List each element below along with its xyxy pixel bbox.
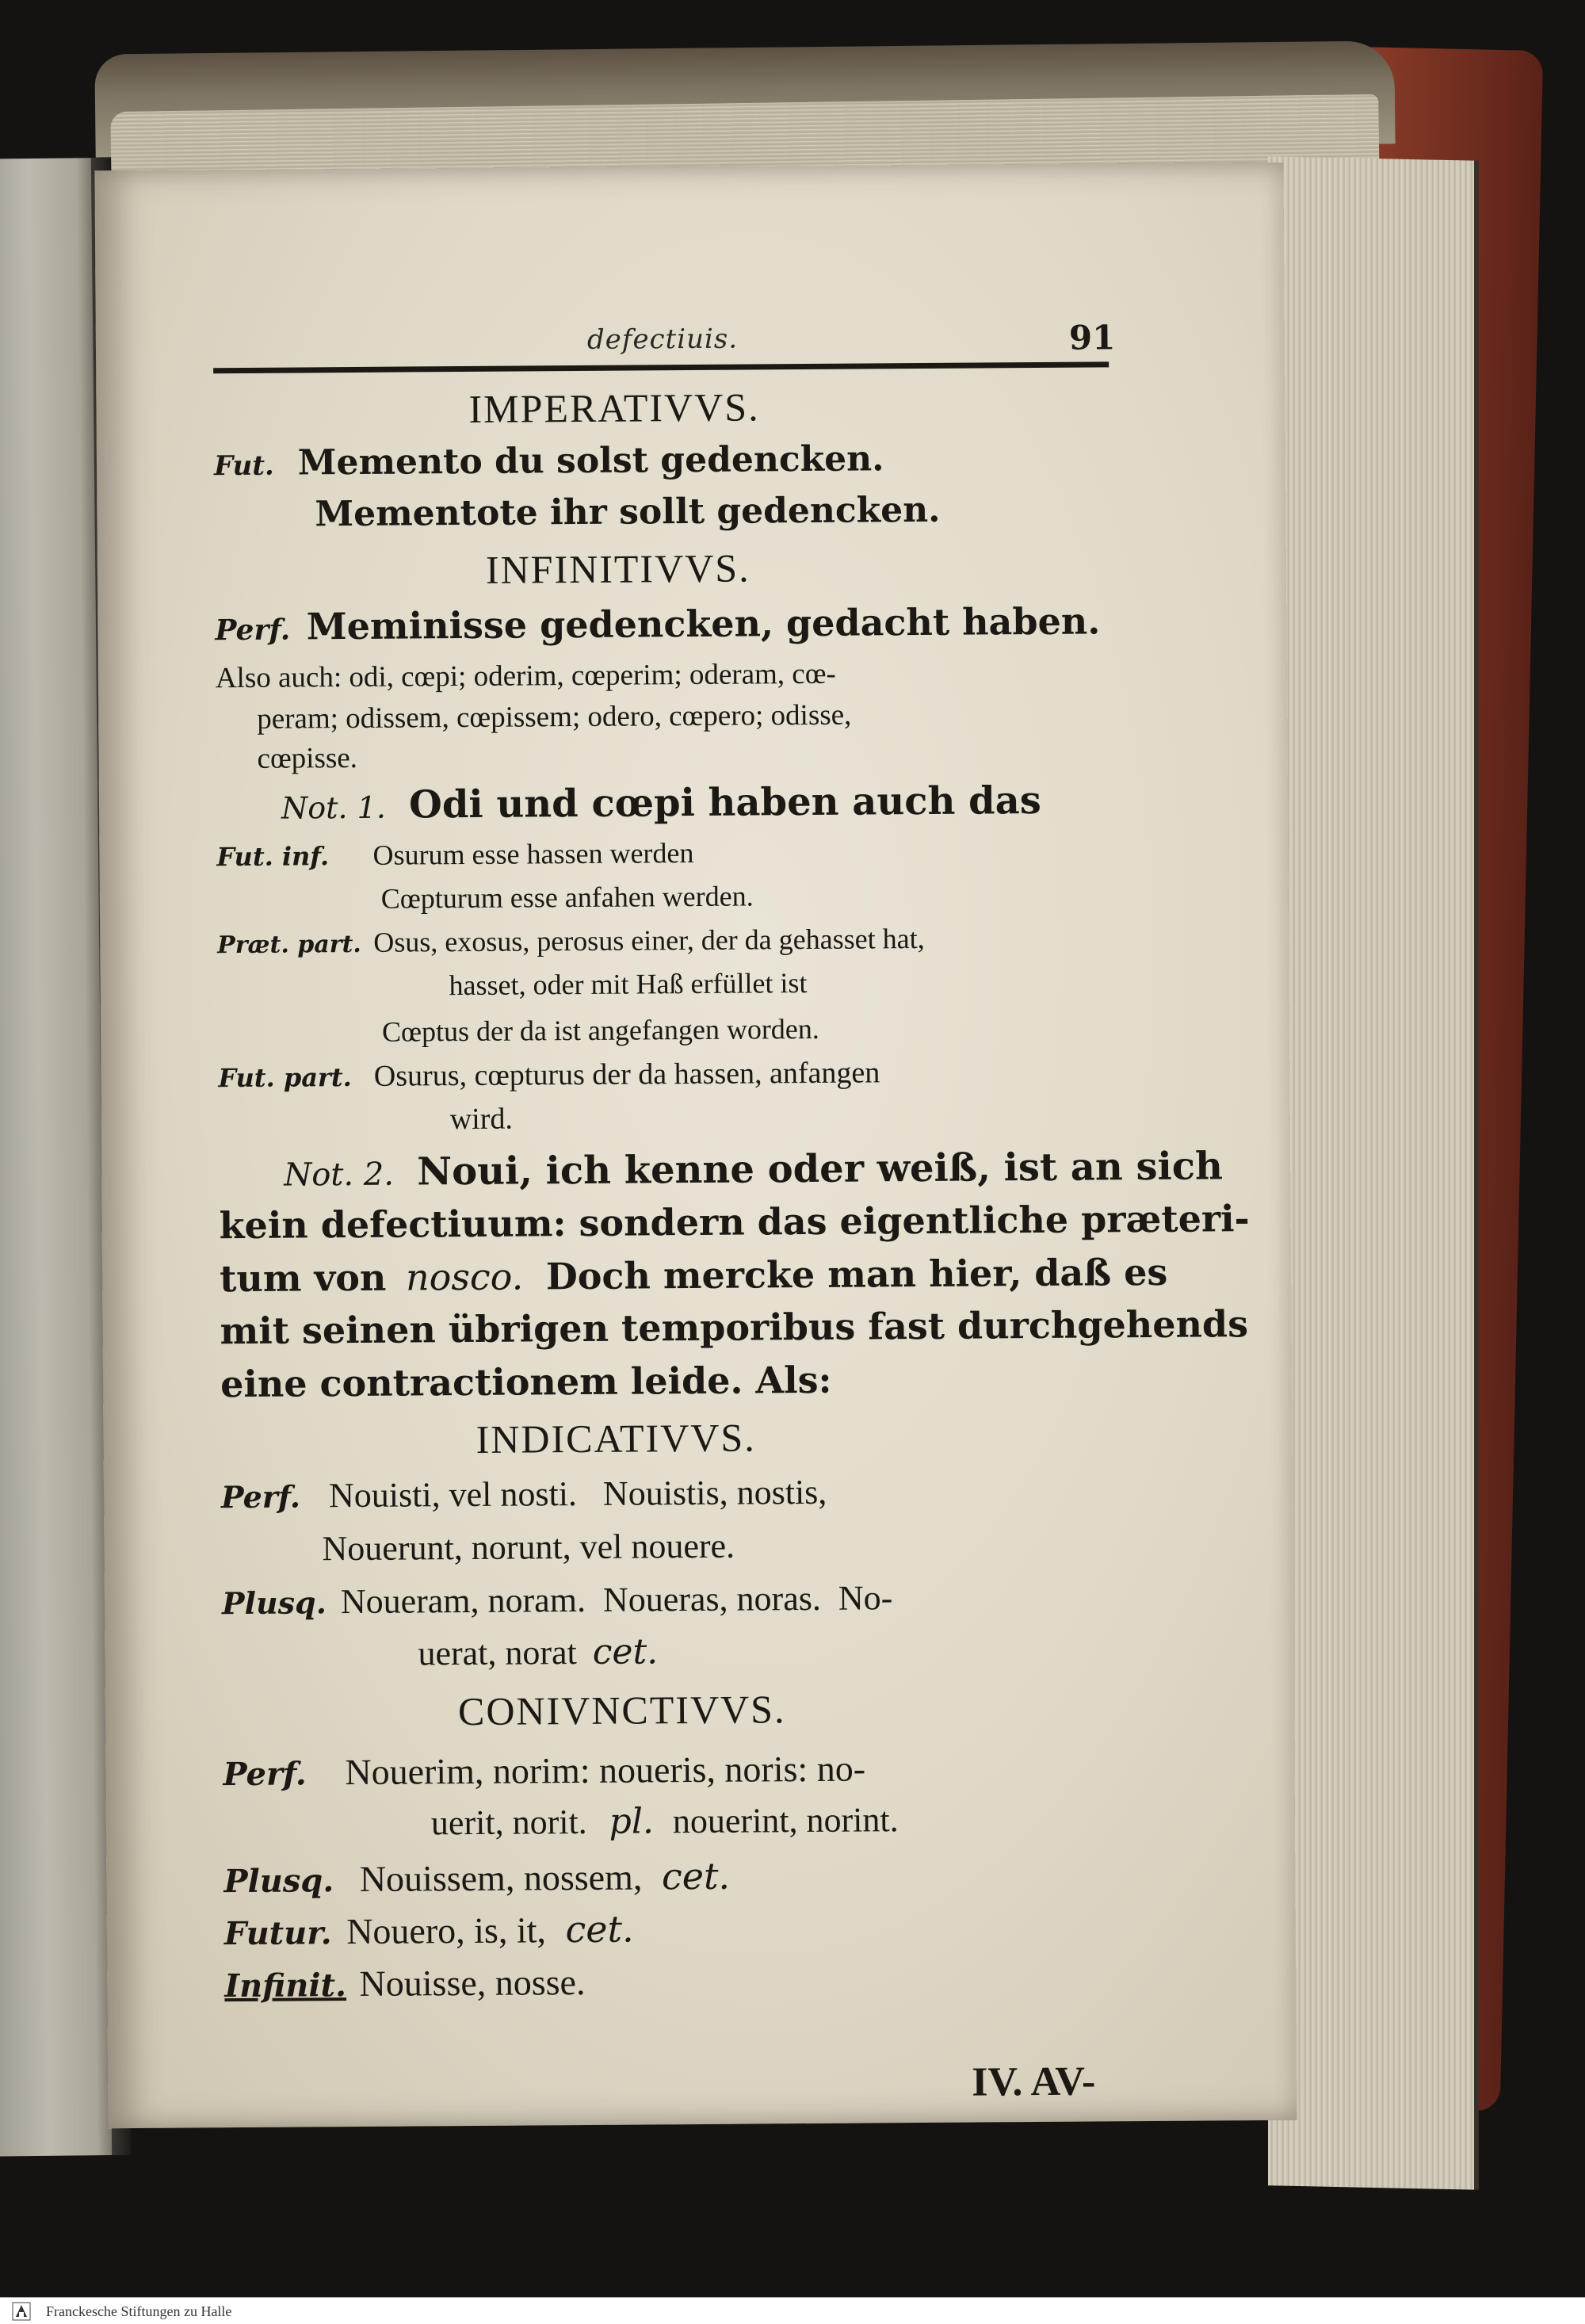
text-line (221, 1472, 827, 1516)
text-line: wird. (449, 1102, 514, 1137)
text-line: Nouerunt, norunt, vel nouere. (322, 1526, 735, 1569)
heading-infinitivus: INFINITIVVS. (485, 545, 750, 592)
line-text: Osurum esse hassen werden (372, 837, 694, 871)
page-block-fore-edge (1268, 156, 1479, 2190)
text-line: cœpisse. (257, 741, 358, 775)
line-text-italic: cet. (592, 1631, 659, 1672)
text-line (431, 1799, 899, 1843)
text-line (214, 438, 884, 484)
line-text: Doch mercke man hier, daß es (545, 1250, 1168, 1298)
text-line: hasset, oder mit Haß erfüllet ist (449, 967, 808, 1002)
text-line (217, 922, 925, 960)
text-line: Mementote ihr sollt gedencken. (315, 489, 941, 535)
line-text: Nouisti, vel nosti. Nouistis, nostis, (328, 1472, 827, 1516)
line-text: Noui, ich kenne oder weiß, ist an sich (417, 1144, 1224, 1194)
line-text: nouerint, norint. (672, 1800, 899, 1841)
line-text: uerit, norit. (430, 1802, 587, 1843)
text-line: mit seinen übrigen temporibus fast durchgehends (220, 1302, 1249, 1353)
line-text-italic: cet. (661, 1854, 731, 1898)
text-line (223, 1855, 730, 1901)
line-text: Memento du solst gedencken. (297, 438, 884, 484)
line-text: Nouisse, nosse. (359, 1962, 586, 2004)
text-line: Also auch: odi, cœpi; oderim, cœperim; oderam, cœ- (215, 657, 836, 695)
line-label: Infinit. (224, 1967, 347, 2005)
text-line (222, 1577, 893, 1623)
heading-imperativus: IMPERATIVVS. (468, 384, 760, 431)
line-text: Nouissem, nossem, (359, 1856, 643, 1899)
text-line (216, 836, 693, 873)
line-label: Not. 2. (284, 1156, 395, 1194)
text-line (215, 599, 1100, 648)
page-number: 91 (1068, 318, 1116, 357)
line-label: Perf. (223, 1755, 307, 1794)
running-head: defectiuis. (586, 323, 739, 356)
line-label: Plusq. (223, 1862, 334, 1901)
text-line (284, 1144, 1223, 1194)
line-label: Futur. (223, 1914, 332, 1953)
line-label: Plusq. (221, 1584, 327, 1622)
text-line (223, 1747, 865, 1795)
heading-indicativus: INDICATIVVS. (476, 1415, 756, 1462)
text-line: Cœpturum esse anfahen werden. (380, 880, 754, 915)
line-text: Noueram, noram. Noueras, noras. No- (340, 1578, 893, 1622)
line-label: Not. 1. (281, 789, 386, 826)
text-line: Cœptus der da ist angefangen worden. (381, 1012, 819, 1048)
text-line (281, 778, 1041, 828)
line-text: Nouero, is, it, (346, 1909, 547, 1952)
line-text-italic: pl. (609, 1801, 655, 1842)
catchword: IV. AV- (972, 2058, 1096, 2105)
text-line (418, 1631, 658, 1673)
line-text: tum von (219, 1256, 387, 1301)
line-label: Perf. (215, 613, 291, 648)
foundation-logo-icon (11, 2301, 32, 2322)
line-text: Meminisse gedencken, gedacht haben. (306, 599, 1101, 648)
book-page (94, 162, 1297, 2128)
line-text: Nouerim, norim: noueris, noris: no- (345, 1748, 866, 1793)
line-label: Fut. part. (218, 1062, 352, 1094)
line-text-italic: cet. (565, 1907, 634, 1951)
line-text-italic: nosco. (405, 1255, 524, 1299)
text-line: eine contractionem leide. Als: (220, 1358, 832, 1406)
header-rule (213, 361, 1109, 373)
text-line (218, 1054, 880, 1095)
text-line: kein defectiuum: sondern das eigentliche præteri- (219, 1197, 1250, 1248)
footer-credit: Franckesche Stiftungen zu Halle (46, 2303, 232, 2319)
line-text: Odi und cœpi haben auch das (408, 778, 1041, 828)
line-text: Osurus, cœpturus der da hassen, anfangen (373, 1056, 880, 1093)
text-line (224, 1908, 634, 1954)
heading-coniunctivus: CONIVNCTIVVS. (457, 1687, 786, 1734)
line-label: Fut. inf. (216, 841, 330, 873)
footer-bar (0, 2297, 1585, 2324)
line-label: Præt. part. (217, 930, 361, 960)
text-line (220, 1251, 1168, 1300)
line-label: Perf. (220, 1478, 301, 1516)
text-line (224, 1960, 586, 2005)
line-label: Fut. (213, 449, 274, 483)
text-line: peram; odissem, cœpissem; odero, cœpero; odisse, (257, 698, 852, 736)
line-text: Osus, exosus, perosus einer, der da gehasset hat, (373, 922, 925, 958)
line-text: uerat, norat (418, 1633, 577, 1673)
